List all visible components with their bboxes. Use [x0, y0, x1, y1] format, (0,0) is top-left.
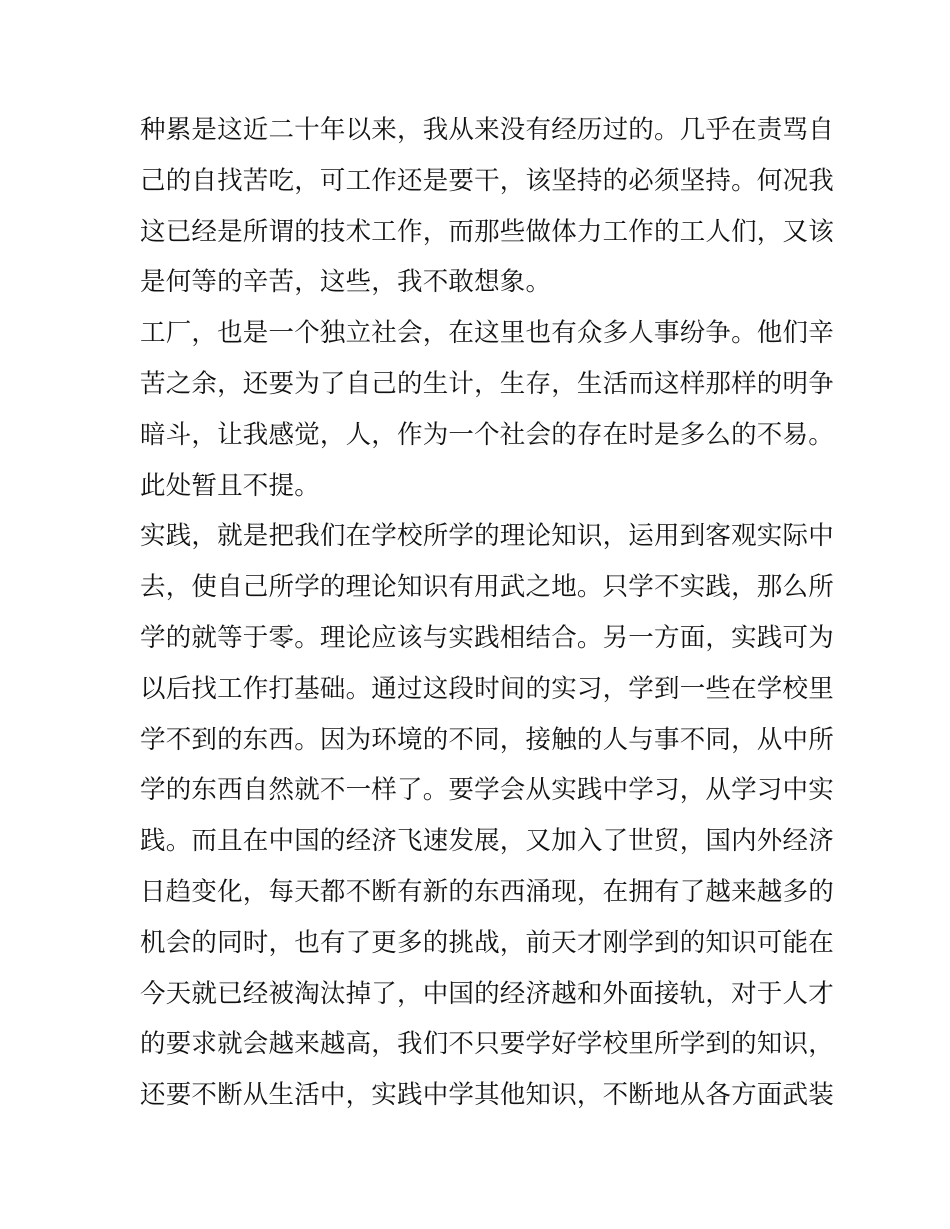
- text-line: 践。而且在中国的经济飞速发展，又加入了世贸，国内外经济: [140, 826, 834, 857]
- text-line: 实践，就是把我们在学校所学的理论知识，运用到客观实际中: [140, 521, 834, 552]
- text-line: 机会的同时，也有了更多的挑战，前天才刚学到的知识可能在: [140, 927, 834, 958]
- text-line: 学的就等于零。理论应该与实践相结合。另一方面，实践可为: [140, 622, 834, 653]
- text-line: 此处暂且不提。: [140, 470, 320, 501]
- text-line: 是何等的辛苦，这些，我不敢想象。: [140, 267, 552, 298]
- text-line: 学不到的东西。因为环境的不同，接触的人与事不同，从中所: [140, 724, 834, 755]
- text-line: 以后找工作打基础。通过这段时间的实习，学到一些在学校里: [140, 673, 834, 704]
- text-line: 日趋变化，每天都不断有新的东西涌现，在拥有了越来越多的: [140, 876, 834, 907]
- text-line: 种累是这近二十年以来，我从来没有经历过的。几乎在责骂自: [140, 115, 834, 145]
- text-line: 工厂，也是一个独立社会，在这里也有众多人事纷争。他们辛: [140, 318, 834, 349]
- text-line: 还要不断从生活中，实践中学其他知识，不断地从各方面武装: [140, 1080, 834, 1111]
- text-line: 今天就已经被淘汰掉了，中国的经济越和外面接轨，对于人才: [140, 978, 834, 1009]
- text-line: 的要求就会越来越高，我们不只要学好学校里所学到的知识，: [140, 1029, 834, 1060]
- document-body: [140, 105, 834, 1121]
- text-line: 学的东西自然就不一样了。要学会从实践中学习，从学习中实: [140, 775, 834, 806]
- text-line: 去，使自己所学的理论知识有用武之地。只学不实践，那么所: [140, 572, 834, 603]
- text-line: 这已经是所谓的技术工作，而那些做体力工作的工人们，又该: [140, 216, 834, 247]
- text-line: 己的自找苦吃，可工作还是要干，该坚持的必须坚持。何况我: [140, 165, 834, 196]
- text-line: 苦之余，还要为了自己的生计，生存，生活而这样那样的明争: [140, 368, 834, 399]
- text-line: 暗斗，让我感觉，人，作为一个社会的存在时是多么的不易。: [140, 419, 834, 450]
